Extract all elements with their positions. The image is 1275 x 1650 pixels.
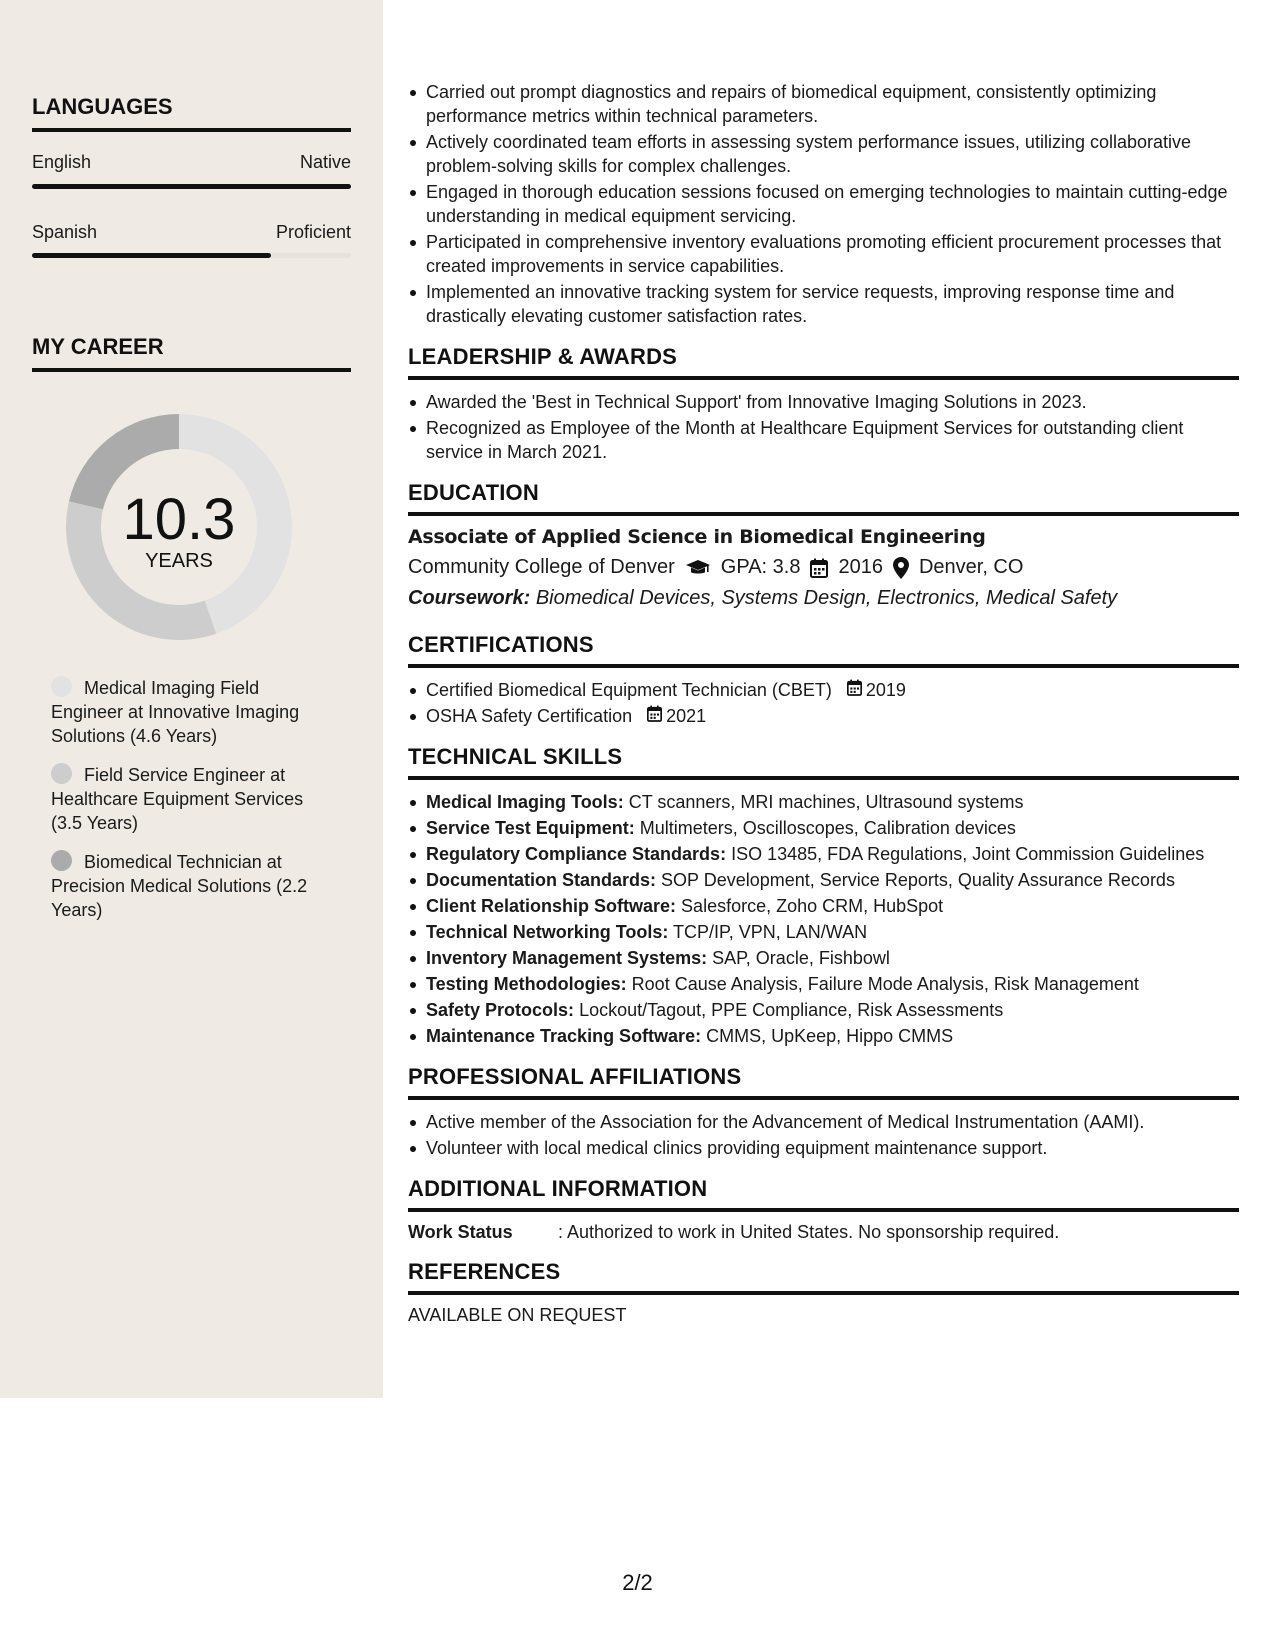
- career-donut-chart: [66, 414, 292, 640]
- legend-dot: [51, 763, 72, 784]
- certification-name: Certified Biomedical Equipment Technician (CBET): [426, 680, 832, 700]
- languages-heading: LANGUAGES: [32, 94, 351, 132]
- skill-value: Lockout/Tagout, PPE Compliance, Risk Assessments: [579, 1000, 1004, 1020]
- legend-dot: [51, 850, 72, 871]
- affiliation-item: Volunteer with local medical clinics providing equipment maintenance support.: [408, 1136, 1239, 1160]
- skill-value: Salesforce, Zoho CRM, HubSpot: [681, 896, 944, 916]
- skills-heading: TECHNICAL SKILLS: [408, 744, 1239, 780]
- skill-name: Regulatory Compliance Standards:: [426, 844, 727, 864]
- experience-bullet: Participated in comprehensive inventory evaluations promoting efficient procurement processes that created improvements in service capabilities.: [408, 230, 1239, 278]
- skill-item: [408, 868, 1239, 892]
- career-legend-label: Biomedical Technician at Precision Medical Solutions (2.2 Years): [51, 852, 308, 920]
- additional-info-heading: ADDITIONAL INFORMATION: [408, 1176, 1239, 1212]
- skill-name: Maintenance Tracking Software:: [426, 1026, 702, 1046]
- skill-value: Root Cause Analysis, Failure Mode Analysis, Risk Management: [631, 974, 1139, 994]
- references-heading: REFERENCES: [408, 1259, 1239, 1295]
- education-coursework: [408, 587, 1239, 610]
- career-legend-item: [51, 763, 331, 835]
- leadership-item: Awarded the 'Best in Technical Support' from Innovative Imaging Solutions in 2023.: [408, 390, 1239, 414]
- main-content: [408, 0, 1239, 1326]
- certification-item: [408, 704, 1239, 728]
- language-proficiency-fill: [32, 253, 271, 258]
- skill-item: [408, 920, 1239, 944]
- skill-name: Safety Protocols:: [426, 1000, 575, 1020]
- education-location: Denver, CO: [918, 556, 1024, 578]
- skill-name: Client Relationship Software:: [426, 896, 677, 916]
- experience-bullet: Carried out prompt diagnostics and repairs of biomedical equipment, consistently optimizing performance metrics within technical parameters.: [408, 80, 1239, 128]
- certifications-list: [408, 678, 1239, 728]
- skill-value: TCP/IP, VPN, LAN/WAN: [673, 922, 868, 942]
- skill-name: Service Test Equipment:: [426, 818, 635, 838]
- skill-item: [408, 790, 1239, 814]
- career-legend-item: [51, 676, 331, 748]
- skill-item: [408, 842, 1239, 866]
- skill-value: SAP, Oracle, Fishbowl: [712, 948, 890, 968]
- skill-item: [408, 894, 1239, 918]
- affiliations-list: [408, 1110, 1239, 1160]
- certifications-heading: CERTIFICATIONS: [408, 632, 1239, 668]
- language-row: [32, 152, 351, 173]
- skill-name: Technical Networking Tools:: [426, 922, 669, 942]
- skill-name: Inventory Management Systems:: [426, 948, 708, 968]
- leadership-heading: LEADERSHIP & AWARDS: [408, 344, 1239, 380]
- certification-year: 2021: [666, 706, 707, 726]
- references-text: AVAILABLE ON REQUEST: [408, 1305, 627, 1325]
- skill-item: [408, 972, 1239, 996]
- experience-bullet: Engaged in thorough education sessions focused on emerging technologies to maintain cutting-edge understanding in medical equipment servicing.: [408, 180, 1239, 228]
- experience-bullet: Actively coordinated team efforts in assessing system performance issues, utilizing collaborative problem-solving skills for complex challenges.: [408, 130, 1239, 178]
- education-heading: EDUCATION: [408, 480, 1239, 516]
- work-status-label: Work Status: [408, 1222, 513, 1242]
- certification-name: OSHA Safety Certification: [426, 706, 633, 726]
- language-name: Spanish: [32, 222, 98, 242]
- skill-name: Testing Methodologies:: [426, 974, 627, 994]
- certification-item: [408, 678, 1239, 702]
- affiliations-heading: PROFESSIONAL AFFILIATIONS: [408, 1064, 1239, 1100]
- skills-list: [408, 790, 1239, 1048]
- coursework-label: Coursework:: [408, 587, 531, 609]
- language-row: [32, 222, 351, 243]
- skill-value: ISO 13485, FDA Regulations, Joint Commission Guidelines: [731, 844, 1205, 864]
- legend-dot: [51, 676, 72, 697]
- skill-item: [408, 998, 1239, 1022]
- location-pin-icon: [893, 557, 909, 579]
- skill-value: CMMS, UpKeep, Hippo CMMS: [706, 1026, 954, 1046]
- education-year: 2016: [838, 556, 883, 578]
- skill-item: [408, 1024, 1239, 1048]
- skill-value: Multimeters, Oscilloscopes, Calibration devices: [639, 818, 1016, 838]
- page-number: 2/2: [622, 1570, 653, 1595]
- coursework-list: Biomedical Devices, Systems Design, Electronics, Medical Safety: [535, 587, 1118, 609]
- language-level: Proficient: [275, 222, 351, 242]
- experience-bullets: [408, 80, 1239, 328]
- calendar-icon: [647, 704, 662, 728]
- language-name: English: [32, 152, 92, 172]
- experience-bullet: Implemented an innovative tracking system for service requests, improving response time and drastically elevating customer satisfaction rates.: [408, 280, 1239, 328]
- career-total-unit: YEARS: [145, 550, 213, 572]
- certification-year: 2019: [865, 680, 906, 700]
- skill-item: [408, 816, 1239, 840]
- language-proficiency-fill: [32, 184, 351, 189]
- leadership-item: Recognized as Employee of the Month at Healthcare Equipment Services for outstanding client service in March 2021.: [408, 416, 1239, 464]
- work-status-row: [408, 1222, 1239, 1243]
- language-proficiency-bar: [32, 184, 351, 189]
- sidebar: [0, 0, 383, 1398]
- education-gpa: GPA: 3.8: [720, 556, 801, 578]
- education-school: Community College of Denver: [408, 556, 675, 578]
- affiliation-item: Active member of the Association for the Advancement of Medical Instrumentation (AAMI).: [408, 1110, 1239, 1134]
- work-status-value: : Authorized to work in United States. No sponsorship required.: [558, 1222, 1060, 1242]
- skill-value: SOP Development, Service Reports, Quality Assurance Records: [661, 870, 1175, 890]
- leadership-list: [408, 390, 1239, 464]
- language-proficiency-bar: [32, 253, 351, 258]
- skill-item: [408, 946, 1239, 970]
- education-meta: [408, 556, 1239, 579]
- career-legend-label: Field Service Engineer at Healthcare Equipment Services (3.5 Years): [51, 765, 304, 833]
- calendar-icon: [810, 558, 828, 578]
- skill-value: CT scanners, MRI machines, Ultrasound systems: [628, 792, 1024, 812]
- education-degree: Associate of Applied Science in Biomedical Engineering: [408, 526, 986, 548]
- career-legend-label: Medical Imaging Field Engineer at Innovative Imaging Solutions (4.6 Years): [51, 678, 300, 746]
- calendar-icon: [847, 678, 862, 702]
- career-total-years: 10.3: [122, 487, 236, 552]
- career-legend-item: [51, 850, 331, 922]
- language-level: Native: [299, 152, 351, 172]
- graduation-cap-icon: [685, 559, 711, 577]
- skill-name: Documentation Standards:: [426, 870, 657, 890]
- skill-name: Medical Imaging Tools:: [426, 792, 624, 812]
- career-heading: MY CAREER: [32, 334, 351, 372]
